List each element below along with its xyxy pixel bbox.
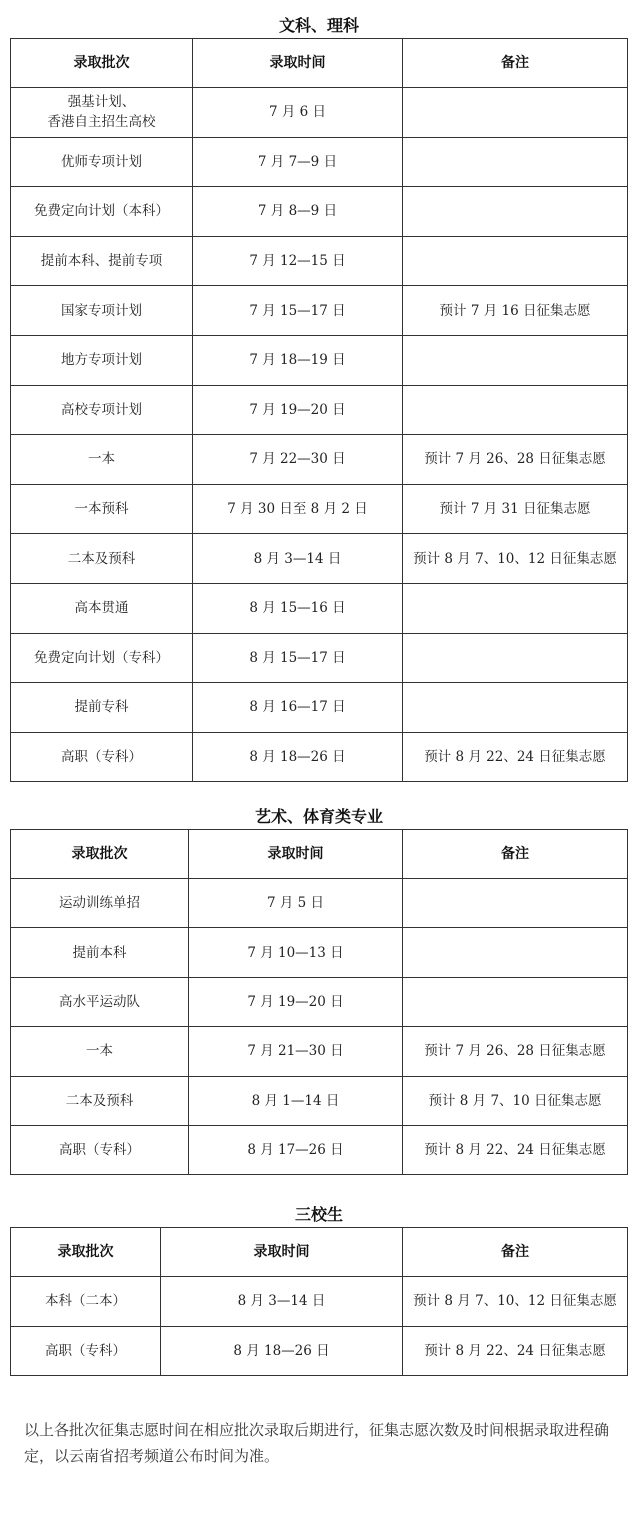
- cell-time: 7 月 21—30 日: [189, 1027, 403, 1076]
- cell-batch: 高本贯通: [11, 583, 193, 633]
- header-batch: 录取批次: [11, 830, 189, 879]
- table-row: [11, 1277, 628, 1327]
- cell-batch: 国家专项计划: [11, 286, 193, 336]
- cell-time: 8 月 3—14 日: [193, 534, 403, 584]
- cell-note: [403, 88, 628, 138]
- table-row: [11, 286, 628, 336]
- cell-time: 7 月 6 日: [193, 88, 403, 138]
- header-note: 备注: [403, 830, 628, 879]
- table-header-row: [11, 39, 628, 88]
- cell-note: [403, 137, 628, 187]
- cell-note: 预计 8 月 22、24 日征集志愿: [403, 1125, 628, 1174]
- cell-note: [403, 236, 628, 286]
- cell-batch: 高水平运动队: [11, 977, 189, 1026]
- cell-note: [403, 633, 628, 683]
- cell-batch: 高职（专科）: [11, 1125, 189, 1174]
- table-row: [11, 435, 628, 485]
- table-row: [11, 484, 628, 534]
- section-title-arts-science: 文科、理科: [278, 16, 359, 35]
- table-row: [11, 137, 628, 187]
- cell-time: 7 月 5 日: [189, 879, 403, 928]
- cell-batch: 一本: [11, 1027, 189, 1076]
- cell-time: 8 月 16—17 日: [193, 683, 403, 733]
- section-title-three-school: 三校生: [294, 1205, 343, 1224]
- cell-batch: 高校专项计划: [11, 385, 193, 435]
- table-row: [11, 187, 628, 237]
- cell-time: 7 月 8—9 日: [193, 187, 403, 237]
- cell-note: [403, 187, 628, 237]
- cell-note: 预计 7 月 31 日征集志愿: [403, 484, 628, 534]
- cell-time: 8 月 1—14 日: [189, 1076, 403, 1125]
- table-row: [11, 1076, 628, 1125]
- table-row: [11, 236, 628, 286]
- cell-batch: 高职（专科）: [11, 732, 193, 782]
- cell-note: [403, 683, 628, 733]
- header-batch: 录取批次: [11, 1228, 161, 1277]
- table-row: [11, 1125, 628, 1174]
- table-header-row: [11, 1228, 628, 1277]
- table-row: [11, 879, 628, 928]
- cell-batch: 一本预科: [11, 484, 193, 534]
- cell-note: [403, 879, 628, 928]
- table-row: [11, 928, 628, 977]
- cell-time: 8 月 18—26 日: [161, 1326, 403, 1376]
- cell-note: 预计 8 月 22、24 日征集志愿: [403, 732, 628, 782]
- cell-time: 7 月 7—9 日: [193, 137, 403, 187]
- table-row: [11, 1027, 628, 1076]
- cell-time: 7 月 30 日至 8 月 2 日: [193, 484, 403, 534]
- header-batch: 录取批次: [11, 39, 193, 88]
- cell-time: 8 月 18—26 日: [193, 732, 403, 782]
- cell-batch: 免费定向计划（本科）: [11, 187, 193, 237]
- footnote-text: 以上各批次征集志愿时间在相应批次录取后期进行，征集志愿次数及时间根据录取进程确定，以云南省招考频道公布时间为准。: [24, 1421, 610, 1465]
- table-row: [11, 683, 628, 733]
- cell-time: 8 月 15—17 日: [193, 633, 403, 683]
- table-row: [11, 385, 628, 435]
- table-row: [11, 335, 628, 385]
- cell-time: 7 月 22—30 日: [193, 435, 403, 485]
- cell-time: 7 月 19—20 日: [189, 977, 403, 1026]
- cell-time: 8 月 17—26 日: [189, 1125, 403, 1174]
- cell-time: 7 月 18—19 日: [193, 335, 403, 385]
- section-title-art-sports: 艺术、体育类专业: [254, 807, 383, 826]
- cell-note: 预计 8 月 22、24 日征集志愿: [403, 1326, 628, 1376]
- cell-batch: 免费定向计划（专科）: [11, 633, 193, 683]
- cell-batch: 高职（专科）: [11, 1326, 161, 1376]
- table-row: [11, 534, 628, 584]
- cell-note: [403, 583, 628, 633]
- header-time: 录取时间: [193, 39, 403, 88]
- admission-table-art-sports: [10, 829, 628, 1175]
- table-row: [11, 633, 628, 683]
- cell-time: 7 月 12—15 日: [193, 236, 403, 286]
- table-row: [11, 583, 628, 633]
- cell-time: 7 月 19—20 日: [193, 385, 403, 435]
- cell-note: [403, 385, 628, 435]
- cell-batch: 一本: [11, 435, 193, 485]
- cell-note: 预计 8 月 7、10、12 日征集志愿: [403, 1277, 628, 1327]
- cell-time: 8 月 3—14 日: [161, 1277, 403, 1327]
- admission-table-arts-science: [10, 38, 628, 782]
- cell-note: [403, 977, 628, 1026]
- cell-batch: 二本及预科: [11, 534, 193, 584]
- cell-batch: 地方专项计划: [11, 335, 193, 385]
- cell-note: [403, 335, 628, 385]
- header-time: 录取时间: [161, 1228, 403, 1277]
- header-time: 录取时间: [189, 830, 403, 879]
- cell-batch: 本科（二本）: [11, 1277, 161, 1327]
- cell-time: 7 月 10—13 日: [189, 928, 403, 977]
- cell-batch: 运动训练单招: [11, 879, 189, 928]
- cell-note: 预计 7 月 16 日征集志愿: [403, 286, 628, 336]
- table-row: [11, 732, 628, 782]
- cell-note: 预计 7 月 26、28 日征集志愿: [403, 435, 628, 485]
- table-header-row: [11, 830, 628, 879]
- header-note: 备注: [403, 1228, 628, 1277]
- cell-batch: 提前本科: [11, 928, 189, 977]
- cell-batch: 二本及预科: [11, 1076, 189, 1125]
- cell-note: 预计 7 月 26、28 日征集志愿: [403, 1027, 628, 1076]
- table-row: [11, 88, 628, 138]
- cell-batch: 提前专科: [11, 683, 193, 733]
- cell-batch: 强基计划、 香港自主招生高校: [11, 88, 193, 138]
- cell-time: 8 月 15—16 日: [193, 583, 403, 633]
- table-row: [11, 977, 628, 1026]
- table-row: [11, 1326, 628, 1376]
- admission-table-three-school: [10, 1227, 628, 1376]
- cell-batch: 提前本科、提前专项: [11, 236, 193, 286]
- cell-note: 预计 8 月 7、10 日征集志愿: [403, 1076, 628, 1125]
- header-note: 备注: [403, 39, 628, 88]
- cell-time: 7 月 15—17 日: [193, 286, 403, 336]
- cell-note: [403, 928, 628, 977]
- cell-note: 预计 8 月 7、10、12 日征集志愿: [403, 534, 628, 584]
- cell-batch: 优师专项计划: [11, 137, 193, 187]
